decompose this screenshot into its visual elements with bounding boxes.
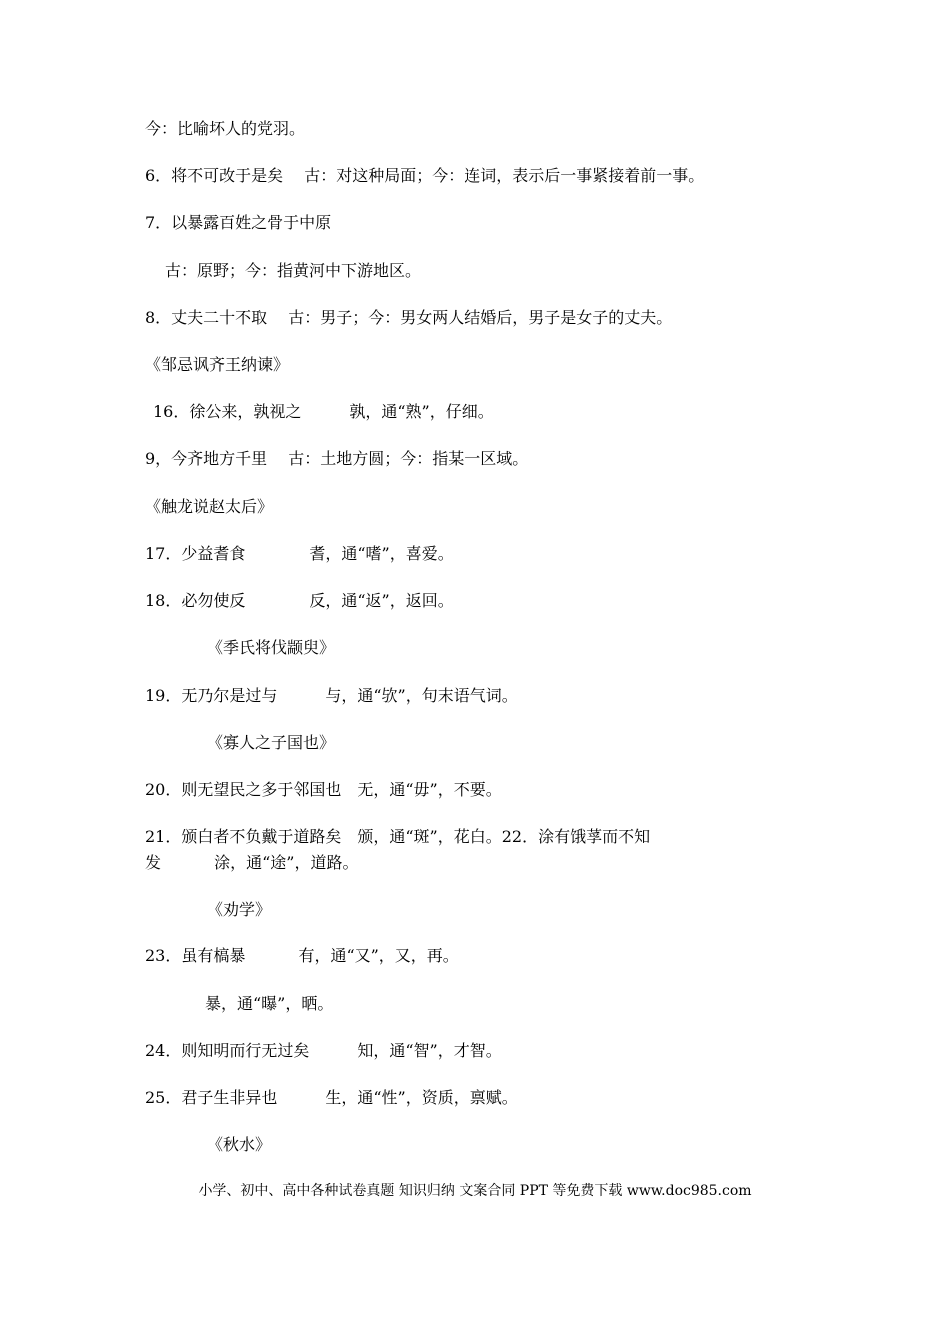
section-title: 《季氏将伐颛臾》: [207, 638, 336, 657]
text-line: 23．虽有槁暴 有，通“又”，又，再。: [145, 946, 459, 965]
text-line: 18．必勿使反 反，通“返”，返回。: [145, 591, 454, 610]
text-line: 24．则知明而行无过矣 知，通“智”，才智。: [145, 1041, 502, 1060]
text-line: 19．无乃尔是过与 与，通“欤”，句末语气词。: [145, 686, 518, 705]
text-line: 16．徐公来，孰视之 孰，通“熟”，仔细。: [153, 402, 494, 421]
text-line: 6．将不可改于是矣 古：对这种局面；今：连词，表示后一事紧接着前一事。: [145, 166, 705, 185]
text-line: 17．少益耆食 耆，通“嗜”，喜爱。: [145, 544, 454, 563]
text-line: 9，今齐地方千里 古：土地方圆；今：指某一区域。: [145, 449, 529, 468]
text-line: 发 涂，通“途”，道路。: [145, 853, 359, 872]
section-title: 《寡人之子国也》: [207, 733, 336, 752]
text-line: 暴，通“曝”，晒。: [205, 994, 334, 1013]
text-line: 21．颁白者不负戴于道路矣 颁，通“斑”，花白。22．涂有饿莩而不知: [145, 827, 651, 846]
text-line: 7．以暴露百姓之骨于中原: [145, 213, 332, 232]
text-line: 古：原野；今：指黄河中下游地区。: [165, 261, 422, 280]
text-line: 20．则无望民之多于邻国也 无，通“毋”，不要。: [145, 780, 502, 799]
section-title: 《劝学》: [207, 900, 272, 919]
page-footer: 小学、初中、高中各种试卷真题 知识归纳 文案合同 PPT 等免费下载 www.doc985.com: [198, 1183, 752, 1199]
section-title: 《邹忌讽齐王纳谏》: [145, 355, 290, 374]
text-line: 8．丈夫二十不取 古：男子；今：男女两人结婚后，男子是女子的丈夫。: [145, 308, 673, 327]
text-line: 25．君子生非异也 生，通“性”，资质，禀赋。: [145, 1088, 518, 1107]
text-line: 今：比喻坏人的党羽。: [145, 119, 306, 138]
section-title: 《触龙说赵太后》: [145, 497, 274, 516]
section-title: 《秋水》: [207, 1135, 272, 1154]
